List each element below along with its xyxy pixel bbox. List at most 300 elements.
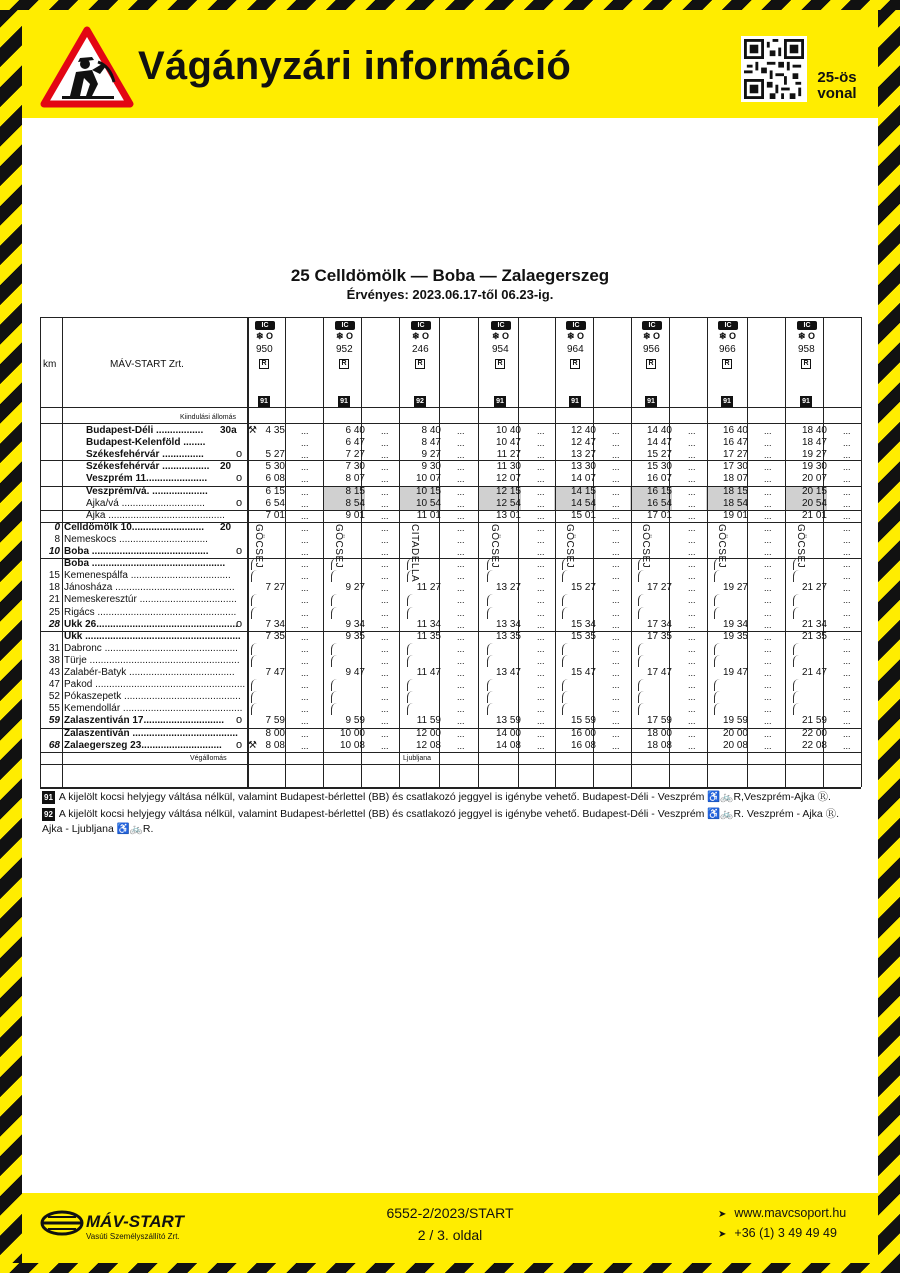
empty-cell: ...: [457, 438, 465, 449]
pass-line: [487, 691, 495, 703]
pass-line: [638, 570, 646, 582]
empty-cell: ...: [764, 571, 772, 582]
time-cell: 20 07: [801, 473, 827, 485]
stop-mark: o: [236, 738, 243, 751]
empty-cell: ...: [301, 559, 309, 570]
empty-cell: ...: [537, 534, 545, 545]
km-value: 47: [48, 679, 60, 691]
time-cell: 16 47: [722, 437, 748, 449]
page-number: 2 / 3. oldal: [417, 1227, 483, 1243]
pass-line: [331, 643, 339, 655]
empty-cell: ...: [537, 740, 545, 751]
pass-line: [638, 655, 646, 667]
time-cell: 14 54: [570, 497, 596, 509]
empty-cell: ...: [381, 426, 389, 436]
km-value: 43: [48, 667, 60, 678]
empty-cell: ...: [764, 510, 772, 521]
pass-line: [251, 570, 259, 582]
footnote-ref: 91: [258, 396, 270, 407]
empty-cell: ...: [688, 728, 696, 739]
empty-cell: ...: [688, 522, 696, 533]
empty-cell: ...: [537, 619, 545, 630]
empty-cell: ...: [457, 607, 465, 618]
empty-cell: ...: [301, 631, 309, 642]
connection-ref: 20: [220, 521, 232, 533]
grid-vline: [861, 317, 862, 787]
empty-cell: ...: [301, 450, 309, 461]
empty-cell: ...: [688, 595, 696, 606]
station-name: Budapest-Kelenföld ........: [86, 437, 206, 449]
pass-line: [331, 691, 339, 703]
time-cell: 13 01: [495, 509, 521, 521]
time-cell: 10 08: [339, 739, 365, 751]
station-name: Zalaszentiván 17.............................: [64, 715, 225, 727]
pass-line: [331, 703, 339, 715]
time-cell: 6 40: [345, 425, 365, 436]
empty-cell: ...: [764, 655, 772, 666]
empty-cell: ...: [381, 643, 389, 654]
pass-line: [487, 655, 495, 667]
km-value: 59: [48, 715, 60, 727]
grid-vline: [478, 317, 479, 787]
page-title: Vágányzári információ: [138, 44, 572, 88]
empty-cell: ...: [612, 716, 620, 727]
empty-cell: ...: [764, 474, 772, 485]
km-value: 55: [48, 703, 60, 715]
empty-cell: ...: [764, 486, 772, 497]
empty-cell: ...: [688, 680, 696, 691]
km-value: 18: [48, 582, 60, 594]
train-number: 956: [643, 344, 660, 355]
empty-cell: ...: [843, 595, 851, 606]
station-name: Jánosháza ...........................................: [64, 582, 235, 594]
empty-cell: ...: [688, 559, 696, 570]
time-cell: 9 59: [345, 715, 365, 727]
footnote-ref: 91: [800, 396, 812, 407]
timetable-title: 25 Celldömölk — Boba — Zalaegerszeg: [290, 266, 610, 285]
train-number: 954: [492, 344, 509, 355]
time-cell: 8 40: [421, 425, 441, 436]
empty-cell: ...: [688, 426, 696, 436]
time-cell: 9 30: [421, 461, 441, 473]
empty-cell: ...: [843, 607, 851, 618]
footnote-ref: 91: [494, 396, 506, 407]
empty-cell: ...: [381, 668, 389, 678]
grid-vline: [631, 317, 632, 787]
station-name: Veszprém 11......................: [86, 473, 208, 485]
pass-line: [562, 679, 570, 691]
km-value: 15: [48, 570, 60, 582]
pass-line: [793, 607, 801, 619]
time-cell: 13 35: [495, 630, 521, 642]
empty-cell: ...: [764, 692, 772, 703]
empty-cell: ...: [457, 522, 465, 533]
empty-cell: ...: [537, 680, 545, 691]
time-cell: 11 01: [416, 509, 441, 521]
empty-cell: ...: [612, 547, 620, 557]
time-cell: 17 01: [646, 509, 672, 521]
footnote-91: 91 A kijelölt kocsi helyjegy váltása nélkül, valamint Budapest-bérlettel (BB) és csatlakozó jeggyel is igénybe vehető. Budapest-Déli - Veszprém ♿🚲R,Veszprém-Ajka Ⓡ.: [44, 791, 831, 803]
train-symbols: ❄ O: [643, 331, 661, 341]
time-cell: 21 35: [801, 630, 827, 642]
phone-link[interactable]: ➤ +36 (1) 3 49 49 49: [718, 1226, 837, 1240]
station-name: Pakod ......................................................: [64, 679, 246, 691]
ic-train-icon: IC: [718, 321, 738, 330]
time-cell: 10 07: [415, 473, 441, 485]
station-name: Ajka/vá ..............................: [86, 497, 205, 509]
empty-cell: ...: [381, 510, 389, 521]
empty-cell: ...: [301, 510, 309, 521]
operator-label: MÁV-START Zrt.: [110, 359, 184, 370]
grid-vline: [247, 317, 249, 787]
empty-cell: ...: [537, 692, 545, 703]
empty-cell: ...: [612, 631, 620, 642]
time-cell: 17 35: [646, 630, 672, 642]
empty-cell: ...: [764, 547, 772, 557]
time-cell: 17 47: [646, 667, 672, 678]
empty-cell: ...: [301, 680, 309, 691]
pass-line: [714, 655, 722, 667]
empty-cell: ...: [688, 692, 696, 703]
empty-cell: ...: [457, 655, 465, 666]
empty-cell: ...: [381, 438, 389, 449]
time-cell: 9 27: [421, 449, 441, 461]
pass-line: [562, 643, 570, 655]
empty-cell: ...: [612, 583, 620, 594]
time-cell: 11 47: [416, 667, 441, 678]
time-cell: 7 01: [265, 509, 285, 521]
reservation-icon: R: [415, 359, 425, 369]
empty-cell: ...: [301, 522, 309, 533]
train-symbols: ❄ O: [412, 331, 430, 341]
empty-cell: ...: [843, 510, 851, 521]
station-name: Dabronc ................................................: [64, 642, 238, 654]
station-name: Boba ................................................: [64, 558, 226, 570]
time-cell: 15 34: [570, 618, 596, 630]
pass-line: [793, 655, 801, 667]
time-cell: 16 00: [570, 727, 596, 739]
station-name: Budapest-Déli .................: [86, 425, 204, 436]
time-cell: 19 35: [722, 630, 748, 642]
time-cell: 8 54: [345, 497, 365, 509]
empty-cell: ...: [301, 704, 309, 715]
empty-cell: ...: [381, 498, 389, 509]
station-name: Kemendollár ...........................................: [64, 703, 243, 715]
train-origin: Ljubljana: [403, 754, 432, 762]
empty-cell: ...: [381, 522, 389, 533]
empty-cell: ...: [688, 486, 696, 497]
pass-line: [793, 691, 801, 703]
empty-cell: ...: [688, 474, 696, 485]
time-cell: 14 15: [570, 485, 596, 497]
empty-cell: ...: [381, 619, 389, 630]
empty-cell: ...: [301, 474, 309, 485]
time-cell: 14 07: [570, 473, 596, 485]
train-symbols: ❄ O: [719, 331, 737, 341]
km-value: 68: [48, 739, 60, 751]
pass-line: [251, 679, 259, 691]
pass-line: [793, 679, 801, 691]
km-value: 31: [48, 642, 60, 654]
hammer-icon: ⚒: [248, 739, 257, 751]
empty-cell: ...: [301, 607, 309, 618]
time-cell: 16 54: [646, 497, 672, 509]
km-value: 28: [48, 618, 60, 630]
website-link[interactable]: ➤ www.mavcsoport.hu: [718, 1206, 847, 1220]
empty-cell: ...: [301, 547, 309, 557]
footnote-92-cont: Ajka - Ljubljana ♿🚲R.: [42, 823, 154, 835]
empty-cell: ...: [381, 607, 389, 618]
station-name: Ukk ........................................................: [64, 630, 241, 642]
time-cell: 10 00: [339, 727, 365, 739]
empty-cell: ...: [843, 559, 851, 570]
stop-mark: o: [236, 545, 243, 557]
time-cell: 5 27: [265, 449, 285, 461]
empty-cell: ...: [537, 547, 545, 557]
time-cell: 19 59: [722, 715, 748, 727]
footnote-ref: 91: [569, 396, 581, 407]
empty-cell: ...: [612, 571, 620, 582]
time-cell: 16 08: [570, 739, 596, 751]
ic-train-icon: IC: [255, 321, 275, 330]
empty-cell: ...: [612, 462, 620, 473]
station-name: Veszprém/vá. ....................: [86, 485, 208, 497]
empty-cell: ...: [301, 462, 309, 473]
empty-cell: ...: [457, 692, 465, 703]
empty-cell: ...: [381, 534, 389, 545]
pass-line: [793, 643, 801, 655]
empty-cell: ...: [537, 474, 545, 485]
pass-line: [407, 679, 415, 691]
time-cell: 15 01: [570, 509, 596, 521]
train-number: 246: [412, 344, 429, 355]
station-name: Celldömölk 10..........................: [64, 521, 205, 533]
empty-cell: ...: [301, 728, 309, 739]
pass-line: [638, 607, 646, 619]
time-cell: 6 08: [265, 473, 285, 485]
empty-cell: ...: [537, 522, 545, 533]
time-cell: 17 30: [722, 461, 748, 473]
stop-mark: o: [236, 448, 243, 461]
empty-cell: ...: [457, 474, 465, 485]
empty-cell: ...: [457, 631, 465, 642]
pass-line: [251, 691, 259, 703]
time-cell: 16 15: [646, 485, 672, 497]
time-cell: 21 27: [801, 582, 827, 594]
time-cell: 19 27: [722, 582, 748, 594]
empty-cell: ...: [457, 450, 465, 461]
pass-line: [638, 691, 646, 703]
empty-cell: ...: [381, 547, 389, 557]
empty-cell: ...: [301, 438, 309, 449]
pass-line: [407, 703, 415, 715]
empty-cell: ...: [457, 668, 465, 678]
pass-line: [562, 691, 570, 703]
km-label: km: [43, 359, 57, 370]
train-symbols: ❄ O: [256, 331, 274, 341]
train-symbols: ❄ O: [798, 331, 816, 341]
time-cell: 10 15: [415, 485, 441, 497]
pass-line: [793, 570, 801, 582]
empty-cell: ...: [381, 486, 389, 497]
empty-cell: ...: [537, 438, 545, 449]
empty-cell: ...: [843, 486, 851, 497]
grid-hline: [40, 787, 861, 789]
empty-cell: ...: [381, 740, 389, 751]
pass-line: [331, 607, 339, 619]
empty-cell: ...: [843, 450, 851, 461]
grid-vline: [323, 317, 324, 787]
train-name: GÖCSEJ: [716, 523, 727, 568]
time-cell: 11 27: [416, 582, 441, 594]
empty-cell: ...: [612, 559, 620, 570]
empty-cell: ...: [457, 426, 465, 436]
time-cell: 15 27: [570, 582, 596, 594]
pass-line: [562, 607, 570, 619]
empty-cell: ...: [688, 716, 696, 727]
empty-cell: ...: [688, 498, 696, 509]
time-cell: 11 27: [496, 449, 521, 461]
time-cell: 14 47: [646, 437, 672, 449]
station-name: Zalaegerszeg 23.............................: [64, 739, 222, 751]
pass-line: [714, 607, 722, 619]
station-name: Türje ......................................................: [64, 654, 240, 666]
empty-cell: ...: [457, 740, 465, 751]
time-cell: 15 30: [646, 461, 672, 473]
empty-cell: ...: [457, 510, 465, 521]
train-name: GÖCSEJ: [640, 523, 651, 568]
train-symbols: ❄ O: [492, 331, 510, 341]
empty-cell: ...: [457, 704, 465, 715]
stop-mark: o: [236, 714, 243, 727]
grid-vline: [785, 317, 786, 787]
empty-cell: ...: [301, 740, 309, 751]
time-cell: 16 07: [646, 473, 672, 485]
time-cell: 7 47: [265, 667, 285, 678]
time-cell: 18 54: [722, 497, 748, 509]
empty-cell: ...: [612, 438, 620, 449]
time-cell: 10 40: [495, 425, 521, 436]
empty-cell: ...: [301, 595, 309, 606]
train-name: CITADELLA: [409, 523, 420, 583]
empty-cell: ...: [457, 680, 465, 691]
pass-line: [562, 703, 570, 715]
empty-cell: ...: [688, 668, 696, 678]
empty-cell: ...: [612, 498, 620, 509]
pass-line: [407, 643, 415, 655]
time-cell: 9 01: [345, 509, 365, 521]
hazard-stripe-top: [0, 0, 900, 10]
time-cell: 8 15: [345, 485, 365, 497]
time-cell: 7 34: [265, 618, 285, 630]
empty-cell: ...: [381, 595, 389, 606]
empty-cell: ...: [381, 655, 389, 666]
empty-cell: ...: [843, 668, 851, 678]
empty-cell: ...: [301, 619, 309, 630]
ic-train-icon: IC: [411, 321, 431, 330]
footnote-ref: 92: [414, 396, 426, 407]
footnote-ref: 91: [338, 396, 350, 407]
train-number: 952: [336, 344, 353, 355]
time-cell: 11 34: [416, 618, 441, 630]
empty-cell: ...: [764, 716, 772, 727]
grid-hline: [40, 423, 861, 424]
empty-cell: ...: [457, 619, 465, 630]
time-cell: 16 40: [722, 425, 748, 436]
empty-cell: ...: [843, 704, 851, 715]
pass-line: [487, 594, 495, 606]
empty-cell: ...: [764, 583, 772, 594]
time-cell: 8 00: [265, 727, 285, 739]
time-cell: 17 27: [646, 582, 672, 594]
empty-cell: ...: [457, 571, 465, 582]
pass-line: [407, 607, 415, 619]
time-cell: 13 59: [495, 715, 521, 727]
empty-cell: ...: [612, 680, 620, 691]
time-cell: 12 47: [570, 437, 596, 449]
empty-cell: ...: [764, 643, 772, 654]
empty-cell: ...: [301, 583, 309, 594]
time-cell: 15 59: [570, 715, 596, 727]
time-cell: 4 35: [265, 425, 285, 436]
time-cell: 7 27: [265, 582, 285, 594]
empty-cell: ...: [301, 426, 309, 436]
empty-cell: ...: [537, 462, 545, 473]
time-cell: 17 59: [646, 715, 672, 727]
empty-cell: ...: [688, 583, 696, 594]
station-name: Boba ..........................................: [64, 546, 209, 557]
time-cell: 7 27: [345, 449, 365, 461]
empty-cell: ...: [457, 462, 465, 473]
ic-train-icon: IC: [491, 321, 511, 330]
empty-cell: ...: [843, 522, 851, 533]
station-name: Rigács ..................................................: [64, 606, 237, 618]
empty-cell: ...: [764, 534, 772, 545]
empty-cell: ...: [764, 426, 772, 436]
pass-line: [714, 594, 722, 606]
empty-cell: ...: [301, 716, 309, 727]
time-cell: 22 08: [801, 739, 827, 751]
connection-ref: 30a: [220, 425, 237, 436]
time-cell: 8 47: [421, 437, 441, 449]
empty-cell: ...: [688, 643, 696, 654]
pass-line: [251, 643, 259, 655]
time-cell: 19 01: [722, 509, 748, 521]
time-cell: 18 15: [722, 485, 748, 497]
pass-line: [793, 703, 801, 715]
pass-line: [487, 703, 495, 715]
time-cell: 21 59: [801, 715, 827, 727]
ic-train-icon: IC: [566, 321, 586, 330]
train-name: GÖCSEJ: [333, 523, 344, 568]
arrival-station-label: Végállomás: [190, 754, 227, 762]
time-cell: 11 59: [416, 715, 441, 727]
empty-cell: ...: [301, 655, 309, 666]
station-name: Zalabér-Batyk ......................................: [64, 667, 235, 678]
station-name: Székesfehérvár ...............: [86, 449, 204, 461]
grid-hline: [40, 407, 861, 408]
pass-line: [251, 703, 259, 715]
time-cell: 14 00: [495, 727, 521, 739]
empty-cell: ...: [764, 462, 772, 473]
time-cell: 21 01: [801, 509, 827, 521]
empty-cell: ...: [457, 547, 465, 557]
ic-train-icon: IC: [797, 321, 817, 330]
empty-cell: ...: [457, 716, 465, 727]
time-cell: 12 54: [495, 497, 521, 509]
time-cell: 13 27: [495, 582, 521, 594]
station-name: Ukk 26...................................................: [64, 618, 238, 630]
